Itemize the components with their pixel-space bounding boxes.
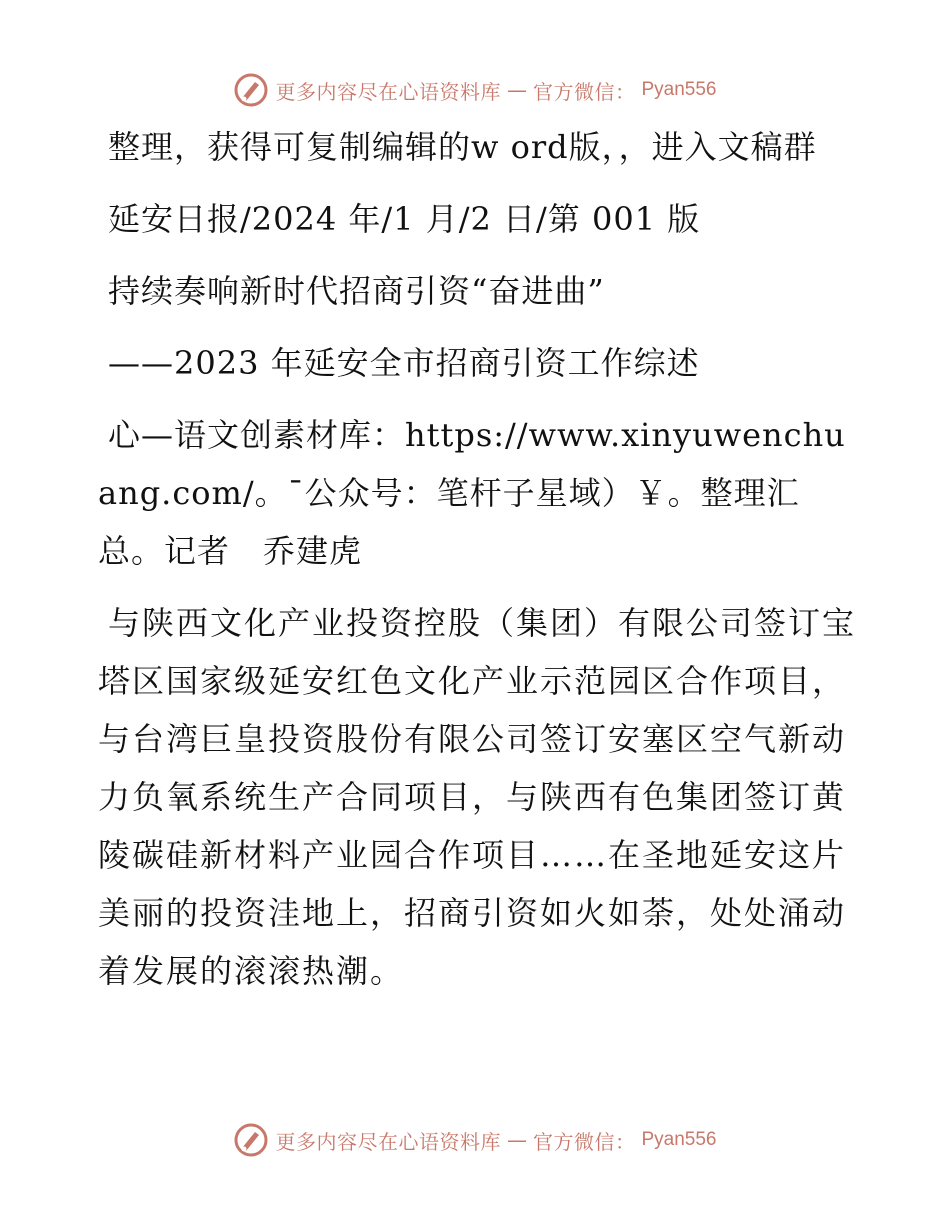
paragraph-title: 持续奏响新时代招商引资“奋进曲” xyxy=(108,272,605,310)
banner-separator: — xyxy=(506,1128,527,1152)
banner-label: 官方微信： xyxy=(532,1129,636,1154)
pen-logo-icon xyxy=(233,72,269,108)
banner-handle: Pyan556 xyxy=(641,79,717,100)
banner-handle: Pyan556 xyxy=(641,1129,717,1150)
header-banner xyxy=(0,68,950,112)
paragraph-intro: 整理，获得可复制编辑的w ord版，，进入文稿群 xyxy=(108,128,817,166)
paragraph-source: 延安日报/2024 年/1 月/2 日/第 001 版 xyxy=(108,200,701,238)
paragraph-credit: 心—语文创素材库：https://www.xinyuwenchuang.com/。¯公众号：笔杆子星域）￥。整理汇总。记者 乔建虎 xyxy=(98,416,846,570)
footer-banner xyxy=(0,1118,950,1162)
banner-label: 官方微信： xyxy=(532,79,636,104)
pen-logo-icon xyxy=(233,1122,269,1158)
document-body xyxy=(98,118,858,1014)
banner-separator: — xyxy=(506,78,527,102)
paragraph-body: 与陕西文化产业投资控股（集团）有限公司签订宝塔区国家级延安红色文化产业示范园区合作项目，与台湾巨皇投资股份有限公司签订安塞区空气新动力负氧系统生产合同项目，与陕西有色集团签订黄陵碳硅新材料产业园合作项目……在圣地延安这片美丽的投资洼地上，招商引资如火如荼，处处涌动着发展的滚滚热潮。 xyxy=(98,604,857,990)
paragraph-subtitle: ——2023 年延安全市招商引资工作综述 xyxy=(108,344,700,382)
banner-text: 更多内容尽在心语资料库 xyxy=(275,1129,501,1154)
banner-text: 更多内容尽在心语资料库 xyxy=(275,79,501,104)
